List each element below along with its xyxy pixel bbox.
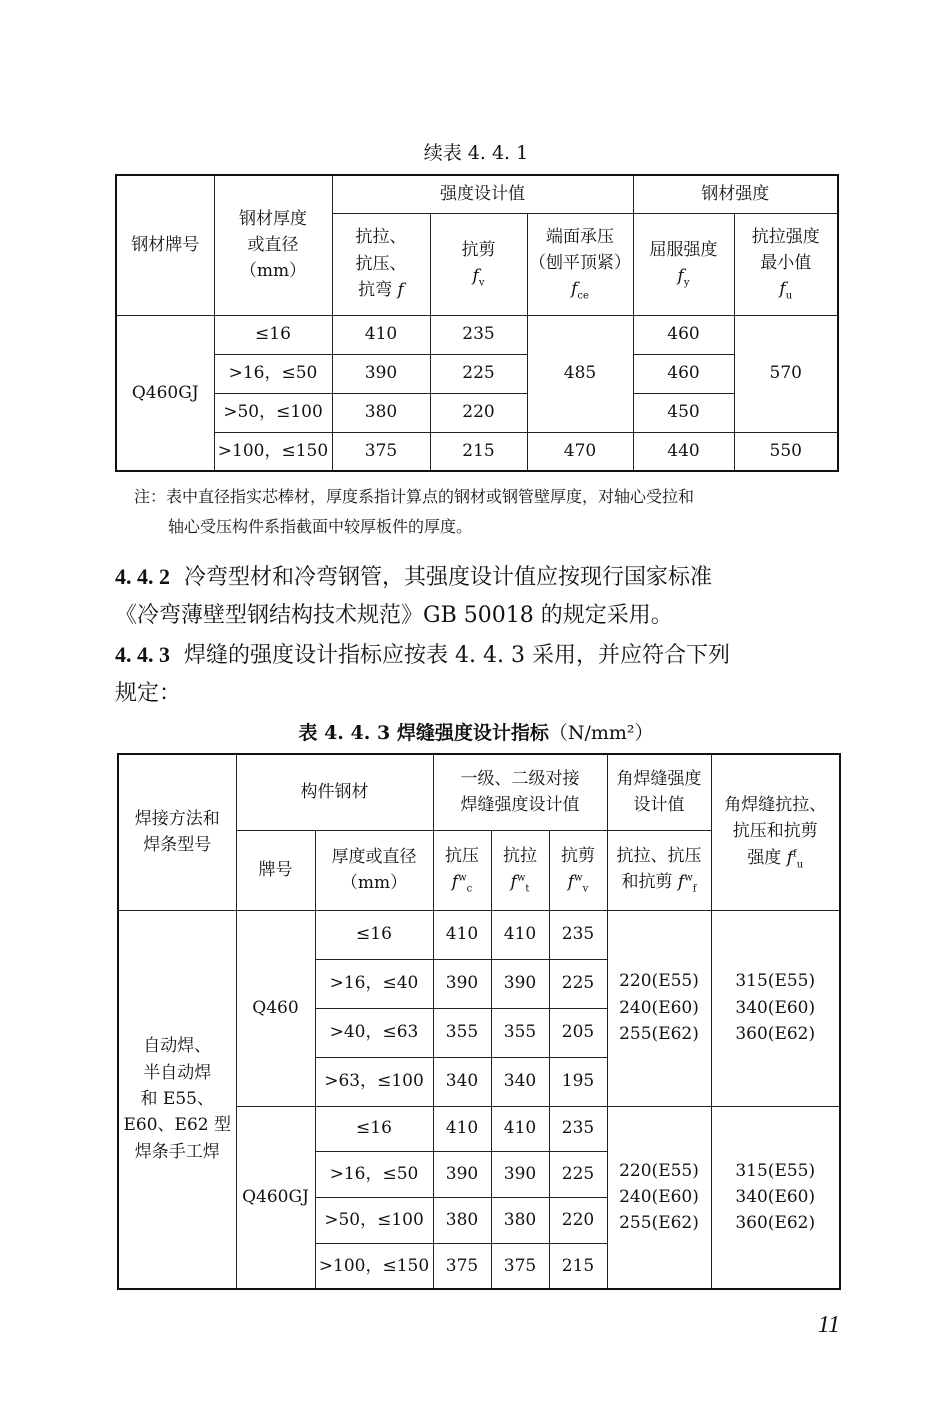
t1-f-cell: 410 <box>332 315 430 354</box>
t1-fv-cell: 220 <box>430 393 527 432</box>
t1-header-tension-symbol: f <box>397 280 404 301</box>
table1-note <box>134 482 854 542</box>
t1-header-ultimate <box>734 213 838 315</box>
t1-header-shear-label: 抗剪 <box>461 239 496 260</box>
t2-tens-cell: 380 <box>491 1197 549 1243</box>
t2-grade: Q460GJ <box>236 1106 315 1289</box>
t1-header-tension <box>332 213 430 315</box>
t1-fy-cell: 460 <box>633 315 734 354</box>
t2-fv-symbol: $f^w_v$ <box>567 872 589 895</box>
t2-thickness-cell: ≤16 <box>315 1106 433 1151</box>
clause-4-4-2-line-1: 4. 4. 2 冷弯型材和冷弯钢管，其强度设计值应按现行国家标准 <box>115 564 713 590</box>
t2-shear-cell: 235 <box>549 910 607 959</box>
t2-fillet-cell: 220(E55) 240(E60) 255(E62) <box>607 910 711 1106</box>
t2-ff-symbol: $f^w_f$ <box>677 872 697 895</box>
t2-tens-cell: 390 <box>491 1151 549 1197</box>
t2-header-compression: 抗压 $f^w_c$ <box>433 830 491 910</box>
note-line-2: 轴心受压构件系指截面中较厚板件的厚度。 <box>168 517 473 536</box>
t1-fu-cell: 550 <box>734 432 838 471</box>
t2-comp-cell: 410 <box>433 910 491 959</box>
t2-thickness-cell: >16，≤40 <box>315 959 433 1008</box>
t2-header-method: 焊接方法和 焊条型号 <box>118 754 236 910</box>
table-row <box>118 910 840 959</box>
t2-tens-cell: 340 <box>491 1057 549 1106</box>
t1-header-tension-label: 抗拉、 抗压、 抗弯 <box>355 227 407 301</box>
t2-ft-symbol: $f^w_t$ <box>510 872 530 895</box>
t1-header-bearing-label: 端面承压 （刨平顶紧） <box>529 226 632 274</box>
table-row <box>116 393 838 432</box>
t2-grade: Q460 <box>236 910 315 1106</box>
t2-comp-cell: 375 <box>433 1243 491 1289</box>
t1-header-material: 钢材强度 <box>633 175 838 213</box>
t1-header-bearing <box>527 213 633 315</box>
t1-header-bearing-symbol: $f_{ce}$ <box>571 279 589 302</box>
table2-unit: （N/mm²） <box>548 722 654 744</box>
t1-f-cell: 375 <box>332 432 430 471</box>
table-row <box>116 354 838 393</box>
t2-header-grade: 牌号 <box>236 830 315 910</box>
t2-fillet-cell: 220(E55) 240(E60) 255(E62) <box>607 1106 711 1289</box>
t2-header-fillet: 角焊缝强度 设计值 <box>607 754 711 830</box>
t2-thickness-cell: ≤16 <box>315 910 433 959</box>
t2-tens-cell: 410 <box>491 910 549 959</box>
t1-header-thickness: 钢材厚度 或直径 （mm） <box>214 175 332 315</box>
t2-tens-cell: 375 <box>491 1243 549 1289</box>
clause-4-4-2-line-2: 《冷弯薄壁型钢结构技术规范》GB 50018 的规定采用。 <box>115 603 673 628</box>
t2-shear-cell: 215 <box>549 1243 607 1289</box>
t1-fu-cell: 570 <box>734 315 838 432</box>
t2-header-shear: 抗剪 $f^w_v$ <box>549 830 607 910</box>
t2-fu-symbol: $f^f_u$ <box>786 847 804 871</box>
clause-4-4-3-line-1: 4. 4. 3 焊缝的强度设计指标应按表 4. 4. 3 采用，并应符合下列 <box>115 642 730 668</box>
t1-header-shear <box>430 213 527 315</box>
table2 <box>117 753 841 1290</box>
t2-header-fillet-ultimate: 角焊缝抗拉、 抗压和抗剪 强度 $f^f_u$ <box>711 754 840 910</box>
t1-fce-cell: 485 <box>527 315 633 432</box>
t2-shear-cell: 225 <box>549 959 607 1008</box>
table-row <box>116 315 838 354</box>
t2-header-member: 构件钢材 <box>236 754 433 830</box>
t1-fy-cell: 460 <box>633 354 734 393</box>
t1-grade: Q460GJ <box>116 315 214 471</box>
table2-title: 表 4. 4. 3 焊缝强度设计指标（N/mm²） <box>298 722 654 744</box>
t2-header-tension: 抗拉 $f^w_t$ <box>491 830 549 910</box>
t1-fv-cell: 215 <box>430 432 527 471</box>
page-number: 11 <box>817 1312 840 1338</box>
t2-fc-symbol: $f^w_c$ <box>451 872 473 895</box>
clause-4-4-3 <box>115 636 845 713</box>
t2-shear-cell: 225 <box>549 1151 607 1197</box>
t2-header-thickness: 厚度或直径 （mm） <box>315 830 433 910</box>
t2-shear-cell: 195 <box>549 1057 607 1106</box>
t1-thickness-cell: >100，≤150 <box>214 432 332 471</box>
t1-fv-cell: 225 <box>430 354 527 393</box>
t2-shear-cell: 235 <box>549 1106 607 1151</box>
t2-shear-cell: 205 <box>549 1008 607 1057</box>
t2-header-butt: 一级、二级对接 焊缝强度设计值 <box>433 754 607 830</box>
t2-fillet-ultimate-cell: 315(E55) 340(E60) 360(E62) <box>711 910 840 1106</box>
t1-thickness-cell: ≤16 <box>214 315 332 354</box>
t2-header-fillet-sub: 抗拉、抗压 和抗剪 $f^w_f$ <box>607 830 711 910</box>
t2-comp-cell: 390 <box>433 959 491 1008</box>
t1-f-cell: 390 <box>332 354 430 393</box>
t2-tens-cell: 390 <box>491 959 549 1008</box>
table1 <box>115 174 839 472</box>
t1-fy-cell: 440 <box>633 432 734 471</box>
table-row <box>116 432 838 471</box>
t1-header-yield-symbol: $f_y$ <box>677 266 690 289</box>
t2-thickness-cell: >16，≤50 <box>315 1151 433 1197</box>
clause-number: 4. 4. 2 <box>115 564 170 589</box>
t2-thickness-cell: >50，≤100 <box>315 1197 433 1243</box>
t1-f-cell: 380 <box>332 393 430 432</box>
t1-thickness-cell: >50，≤100 <box>214 393 332 432</box>
t2-thickness-cell: >40，≤63 <box>315 1008 433 1057</box>
t2-comp-cell: 410 <box>433 1106 491 1151</box>
t2-comp-cell: 380 <box>433 1197 491 1243</box>
t2-thickness-cell: >100，≤150 <box>315 1243 433 1289</box>
table1-caption: 续表 4. 4. 1 <box>423 142 529 164</box>
clause-4-4-3-line-2: 规定： <box>115 681 182 706</box>
t1-header-design: 强度设计值 <box>332 175 633 213</box>
t2-thickness-cell: >63，≤100 <box>315 1057 433 1106</box>
t1-fv-cell: 235 <box>430 315 527 354</box>
t1-thickness-cell: >16，≤50 <box>214 354 332 393</box>
t2-comp-cell: 355 <box>433 1008 491 1057</box>
t1-header-yield <box>633 213 734 315</box>
t2-comp-cell: 390 <box>433 1151 491 1197</box>
t1-header-grade: 钢材牌号 <box>116 175 214 315</box>
t2-tens-cell: 410 <box>491 1106 549 1151</box>
t1-header-shear-symbol: $f_v$ <box>472 266 485 289</box>
t2-tens-cell: 355 <box>491 1008 549 1057</box>
clause-number: 4. 4. 3 <box>115 642 170 667</box>
t2-fillet-ultimate-cell: 315(E55) 340(E60) 360(E62) <box>711 1106 840 1289</box>
t2-shear-cell: 220 <box>549 1197 607 1243</box>
t1-fce-cell: 470 <box>527 432 633 471</box>
t1-header-yield-label: 屈服强度 <box>649 239 718 260</box>
t1-fy-cell: 450 <box>633 393 734 432</box>
t2-comp-cell: 340 <box>433 1057 491 1106</box>
t2-method: 自动焊、 半自动焊 和 E55、 E60、E62 型 焊条手工焊 <box>118 910 236 1289</box>
clause-4-4-2 <box>115 558 845 635</box>
t1-header-ultimate-label: 抗拉强度 最小值 <box>751 226 820 274</box>
t1-header-ultimate-symbol: $f_u$ <box>779 279 793 302</box>
note-line-1: 注：表中直径指实芯棒材，厚度系指计算点的钢材或钢管壁厚度，对轴心受拉和 <box>134 487 695 506</box>
